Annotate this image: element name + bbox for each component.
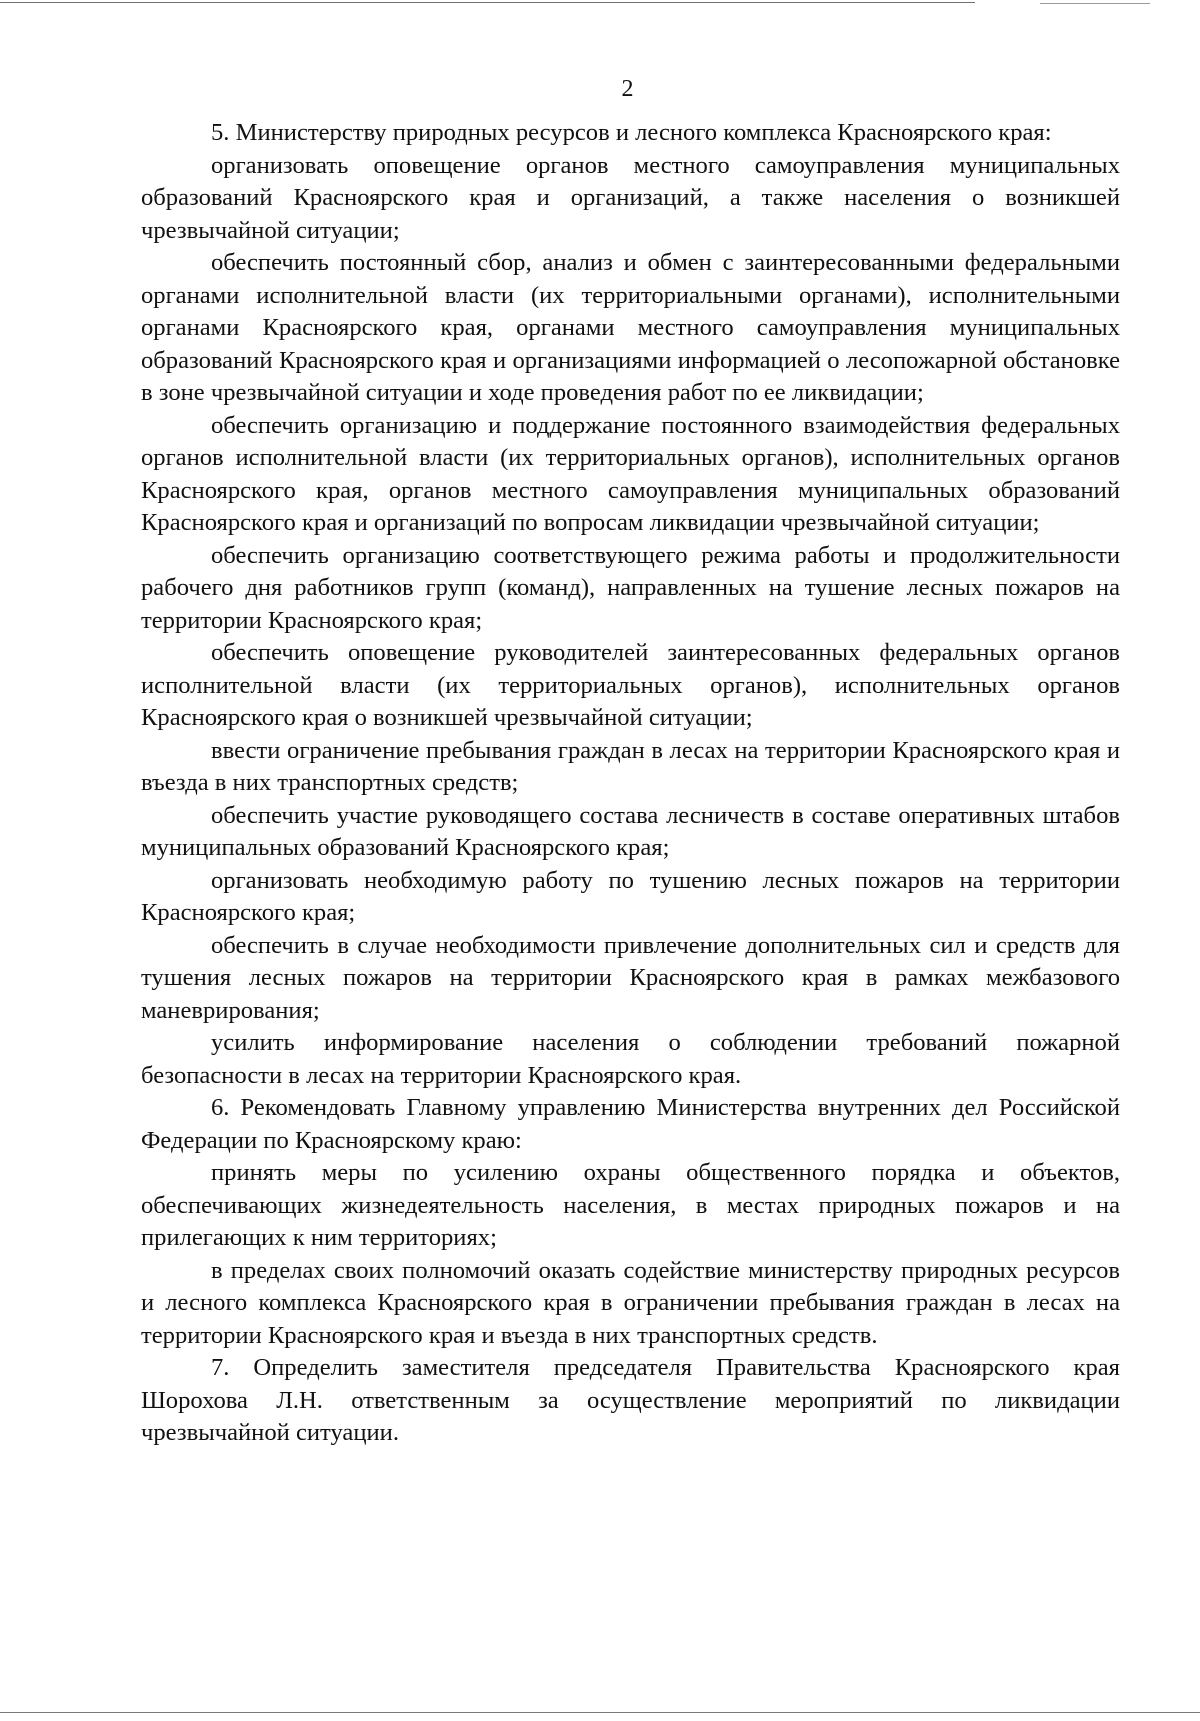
document-body <box>141 117 1120 1450</box>
paragraph-notify-heads: обеспечить оповещение руководителей заинтересованных федеральных органов исполнительной власти (их территориальных органов), исполнительных органов Красноярского края о возникшей чрезвычайной ситуации; <box>141 639 1120 731</box>
scan-edge-line-top-right <box>1040 3 1150 4</box>
paragraph-item-5: 5. Министерству природных ресурсов и лесного комплекса Красноярского края: <box>211 119 1052 146</box>
paragraph-additional-forces: обеспечить в случае необходимости привлечение дополнительных сил и средств для тушения лесных пожаров на территории Красноярского края в рамках межбазового маневрирования; <box>141 931 1120 1024</box>
paragraph-interaction: обеспечить организацию и поддержание постоянного взаимодействия федеральных органов исполнительной власти (их территориальных органов), исполнительных органов Красноярского края, органов местного самоуправления муниципальных образований Красноярского края и организаций по вопросам ликвидации чрезвычайной ситуации; <box>141 411 1120 536</box>
scan-edge-line-bottom <box>0 1712 1200 1713</box>
page-number: 2 <box>621 76 634 102</box>
paragraph-work-schedule: обеспечить организацию соответствующего режима работы и продолжительности рабочего дня работников групп (команд), направленных на тушение лесных пожаров на территории Красноярского края; <box>141 541 1120 634</box>
paragraph-forest-restriction: ввести ограничение пребывания граждан в лесах на территории Красноярского края и въезда в них транспортных средств; <box>141 736 1120 796</box>
paragraph-forestry-participation: обеспечить участие руководящего состава лесничеств в составе оперативных штабов муниципальных образований Красноярского края; <box>141 801 1120 861</box>
paragraph-firefighting-work: организовать необходимую работу по тушению лесных пожаров на территории Красноярского края; <box>141 866 1120 926</box>
paragraph-notify-authorities: организовать оповещение органов местного самоуправления муниципальных образований Красноярского края и организаций, а также населения о возникшей чрезвычайной ситуации; <box>141 151 1120 244</box>
paragraph-public-order: принять меры по усилению охраны общественного порядка и объектов, обеспечивающих жизнедеятельность населения, в местах природных пожаров и на прилегающих к ним территориях; <box>141 1159 1120 1251</box>
paragraph-public-information: усилить информирование населения о соблюдении требований пожарной безопасности в лесах на территории Красноярского края. <box>141 1029 1120 1089</box>
paragraph-item-6: 6. Рекомендовать Главному управлению Министерства внутренних дел Российской Федерации по Красноярскому краю: <box>141 1094 1120 1154</box>
paragraph-item-7: 7. Определить заместителя председателя Правительства Красноярского края Шорохова Л.Н. ответственным за осуществление мероприятий по ликвидации чрезвычайной ситуации. <box>141 1354 1120 1446</box>
paragraph-assistance: в пределах своих полномочий оказать содействие министерству природных ресурсов и лесного комплекса Красноярского края в ограничении пребывания граждан в лесах на территории Красноярского края и въезда в них транспортных средств. <box>141 1256 1120 1349</box>
scan-edge-line-top <box>0 2 975 3</box>
paragraph-info-exchange: обеспечить постоянный сбор, анализ и обмен с заинтересованными федеральными органами исполнительной власти (их территориальными органами), исполнительными органами Красноярского края, органами местного самоуправления муниципальных образований Красноярского края и организациями информацией о лесопожарной обстановке в зоне чрезвычайной ситуации и ходе проведения работ по ее ликвидации; <box>141 249 1120 406</box>
